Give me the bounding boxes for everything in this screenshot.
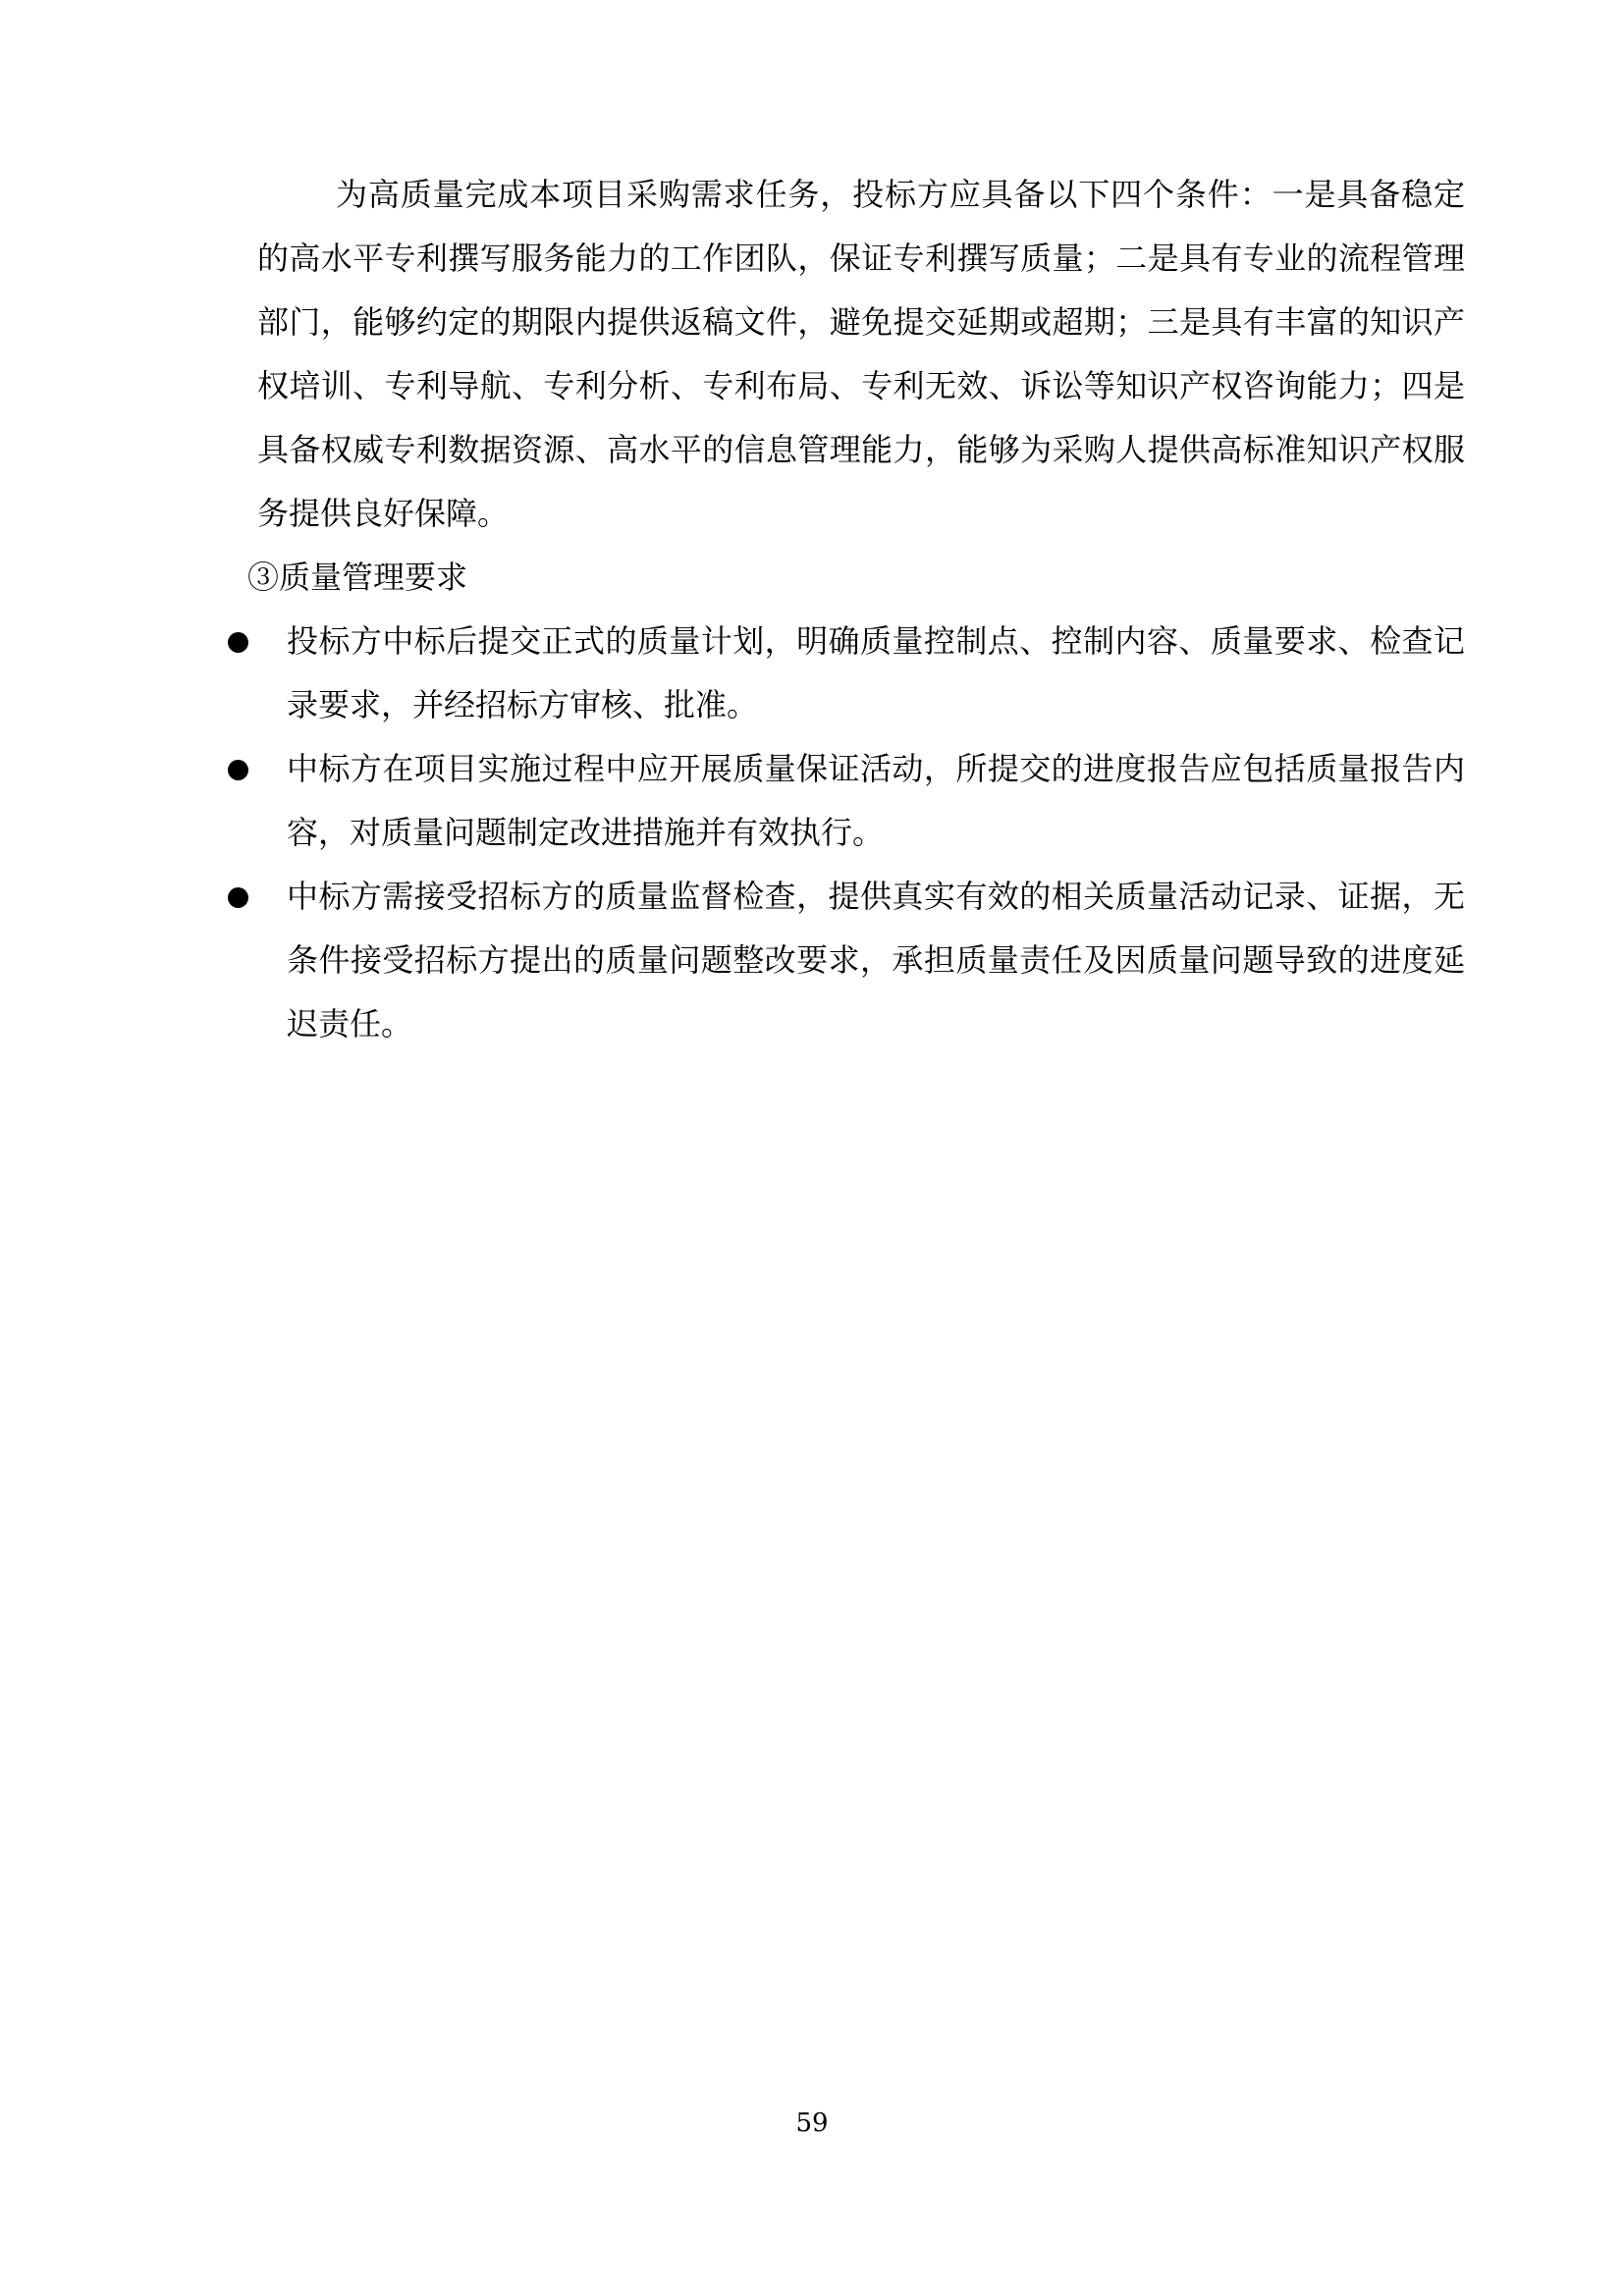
page-content: [247, 163, 1465, 1056]
bullet-item: [257, 610, 1465, 737]
intro-paragraph: 为高质量完成本项目采购需求任务，投标方应具备以下四个条件：一是具备稳定的高水平专利撰写服务能力的工作团队，保证专利撰写质量；二是具有专业的流程管理部门，能够约定的期限内提供返稿文件，避免提交延期或超期；三是具有丰富的知识产权培训、专利导航、专利分析、专利布局、专利无效、诉讼等知识产权咨询能力；四是具备权威专利数据资源、高水平的信息管理能力，能够为采购人提供高标准知识产权服务提供良好保障。: [257, 176, 1465, 532]
bullet-icon: [228, 760, 248, 780]
bullet-text: 中标方需接受招标方的质量监督检查，提供真实有效的相关质量活动记录、证据，无条件接受招标方提出的质量问题整改要求，承担质量责任及因质量问题导致的进度延迟责任。: [287, 878, 1465, 1042]
bullet-text: 中标方在项目实施过程中应开展质量保证活动，所提交的进度报告应包括质量报告内容，对质量问题制定改进措施并有效执行。: [287, 750, 1465, 851]
page-number: 59: [795, 2109, 829, 2138]
bullet-icon: [228, 632, 248, 653]
bullet-text: 投标方中标后提交正式的质量计划，明确质量控制点、控制内容、质量要求、检查记录要求，并经招标方审核、批准。: [287, 622, 1465, 723]
bullet-item: [257, 865, 1465, 1056]
bullet-item: [257, 737, 1465, 865]
bullet-list: [257, 610, 1465, 1056]
section-heading: ③质量管理要求: [247, 559, 468, 596]
bullet-icon: [228, 887, 248, 908]
